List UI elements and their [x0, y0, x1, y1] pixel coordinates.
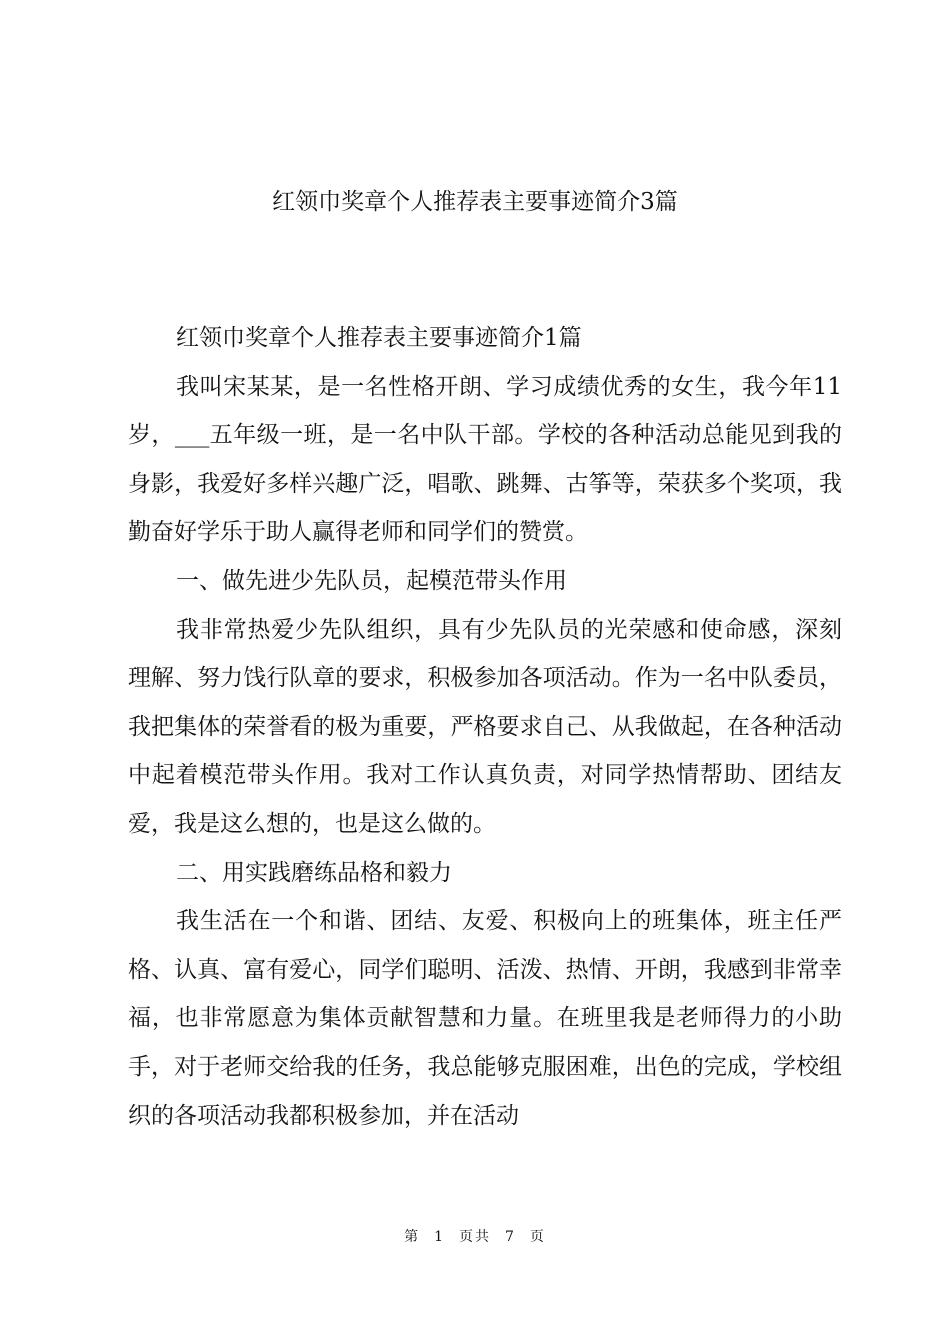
body-paragraph: 我叫宋某某，是一名性格开朗、学习成绩优秀的女生，我今年11岁，___五年级一班，是一名中队干部。学校的各种活动总能见到我的身影，我爱好多样兴趣广泛，唱歌、跳舞、古筝等，荣获多个奖项，我勤奋好学乐于助人赢得老师和同学们的赞赏。 — [128, 373, 842, 546]
footer-total-pages: 7 — [505, 1229, 516, 1245]
document-body — [128, 314, 842, 1140]
section-heading: 红领巾奖章个人推荐表主要事迹简介1篇 — [176, 325, 582, 351]
page-footer — [0, 1227, 950, 1247]
section-heading: 一、做先进少先队员，起模范带头作用 — [176, 567, 567, 594]
footer-prefix: 第 — [404, 1229, 421, 1245]
body-paragraph: 我生活在一个和谐、团结、友爱、积极向上的班集体，班主任严格、认真、富有爱心，同学们聪明、活泼、热情、开朗，我感到非常幸福，也非常愿意为集体贡献智慧和力量。在班里我是老师得力的小助手，对于老师交给我的任务，我总能够克服困难，出色的完成，学校组织的各项活动我都积极参加，并在活动 — [128, 908, 842, 1129]
section-heading: 二、用实践磨练品格和毅力 — [176, 859, 452, 886]
footer-middle: 页共 — [459, 1229, 491, 1245]
footer-current-page: 1 — [434, 1229, 445, 1245]
document-title: 红领巾奖章个人推荐表主要事迹简介3篇 — [272, 189, 678, 215]
footer-suffix: 页 — [529, 1229, 546, 1245]
body-paragraph: 我非常热爱少先队组织，具有少先队员的光荣感和使命感，深刻理解、努力饯行队章的要求，积极参加各项活动。作为一名中队委员，我把集体的荣誉看的极为重要，严格要求自己、从我做起，在各种活动中起着模范带头作用。我对工作认真负责，对同学热情帮助、团结友爱，我是这么想的，也是这么做的。 — [128, 616, 842, 837]
